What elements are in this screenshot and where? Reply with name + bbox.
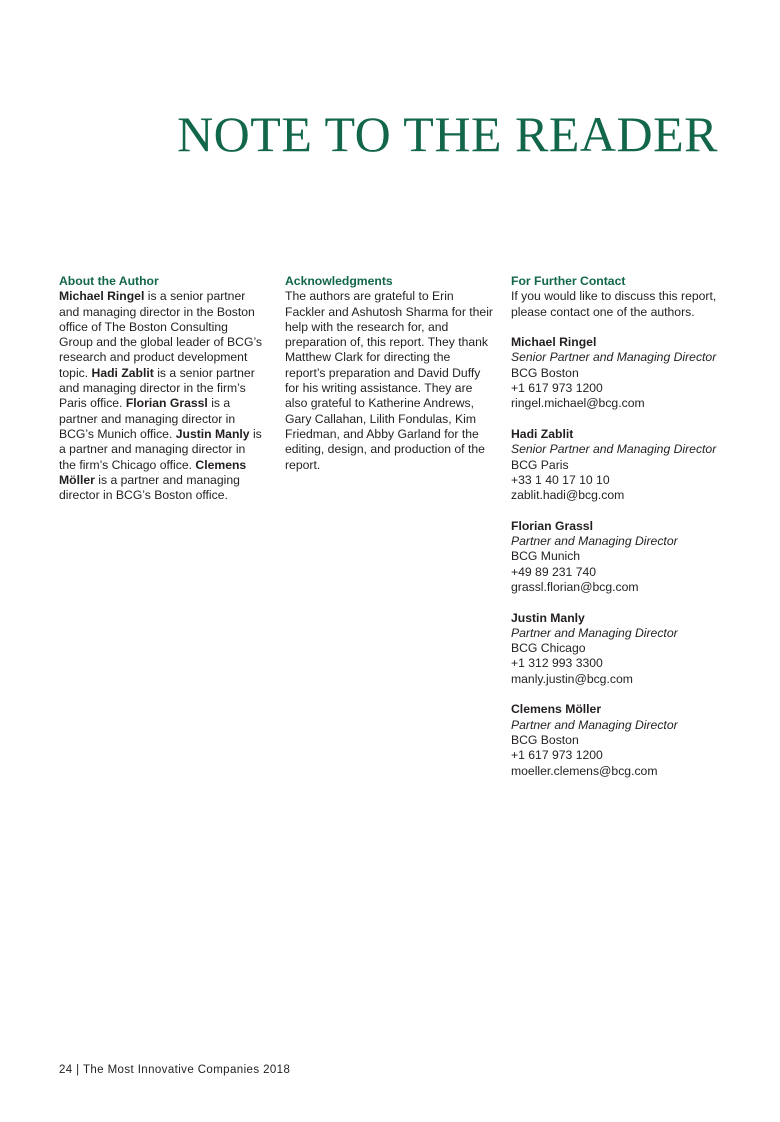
author-description: is a senior partner and managing director in the Boston office of The Boston Consulting Group and the global leader of BCG’s research and product development topic. — [59, 289, 263, 380]
about-author-column — [59, 274, 265, 503]
author-name: Justin Manly — [175, 426, 250, 441]
contact-card — [511, 427, 726, 503]
contact-name: Clemens Möller — [511, 702, 602, 717]
contact-card — [511, 335, 726, 411]
author-description: is a partner and managing director in BCG’s Boston office. — [59, 472, 240, 503]
contact-card — [511, 519, 726, 595]
contact-office: BCG Boston — [511, 365, 579, 380]
acknowledgments-heading: Acknowledgments — [285, 274, 393, 288]
contact-name: Michael Ringel — [511, 335, 597, 350]
contact-phone: +49 89 231 740 — [511, 564, 597, 579]
contact-name: Hadi Zablit — [511, 426, 574, 441]
contact-office: BCG Chicago — [511, 641, 586, 656]
contact-card — [511, 702, 726, 778]
author-name: Clemens Möller — [59, 457, 247, 487]
contact-office: BCG Munich — [511, 549, 581, 564]
contact-role: Partner and Managing Director — [511, 625, 678, 640]
about-author-text — [59, 289, 265, 503]
author-name: Hadi Zablit — [91, 365, 154, 380]
contact-role: Senior Partner and Managing Director — [511, 442, 717, 457]
author-name: Florian Grassl — [125, 396, 208, 411]
contact-phone: +1 617 973 1200 — [511, 748, 603, 763]
page-footer: 24 | The Most Innovative Companies 2018 — [59, 1064, 291, 1076]
contact-name: Justin Manly — [511, 610, 585, 625]
contact-email[interactable]: moeller.clemens@bcg.com — [511, 763, 658, 778]
contact-email[interactable]: zablit.hadi@bcg.com — [511, 488, 625, 503]
contact-email[interactable]: manly.justin@bcg.com — [511, 671, 633, 686]
contact-phone: +1 312 993 3300 — [511, 656, 603, 671]
contact-phone: +1 617 973 1200 — [511, 381, 603, 396]
acknowledgments-column — [285, 274, 493, 473]
contact-phone: +33 1 40 17 10 10 — [511, 472, 610, 487]
contact-email[interactable]: grassl.florian@bcg.com — [511, 579, 639, 594]
page-title: NOTE TO THE READER — [177, 106, 718, 162]
contact-role: Partner and Managing Director — [511, 534, 678, 549]
further-contact-intro: If you would like to discuss this report, please contact one of the authors. — [511, 289, 717, 319]
contact-email[interactable]: ringel.michael@bcg.com — [511, 396, 645, 411]
further-contact-column — [511, 274, 726, 779]
contact-name: Florian Grassl — [511, 518, 593, 533]
author-description: is a partner and managing director in the firm’s Chicago office. — [59, 426, 262, 472]
contact-role: Partner and Managing Director — [511, 717, 678, 732]
contact-role: Senior Partner and Managing Director — [511, 350, 717, 365]
about-author-heading: About the Author — [59, 274, 159, 288]
further-contact-heading: For Further Contact — [511, 274, 626, 288]
contact-card — [511, 611, 726, 687]
author-name: Michael Ringel — [59, 289, 145, 304]
author-description: is a senior partner and managing director in the firm’s Paris office. — [59, 365, 255, 411]
acknowledgments-text: The authors are grateful to Erin Fackler and Ashutosh Sharma for their help with the research for, and preparation of, this report. They thank Matthew Clark for directing the report’s preparation and David Duffy for his writing assistance. They are also grateful to Katherine Andrews, Gary Callahan, Lilith Fondulas, Kim Friedman, and Abby Garland for the editing, design, and production of the report. — [285, 289, 493, 472]
author-description: is a partner and managing director in BCG’s Munich office. — [59, 396, 236, 441]
contact-office: BCG Boston — [511, 732, 579, 747]
contact-office: BCG Paris — [511, 457, 569, 472]
